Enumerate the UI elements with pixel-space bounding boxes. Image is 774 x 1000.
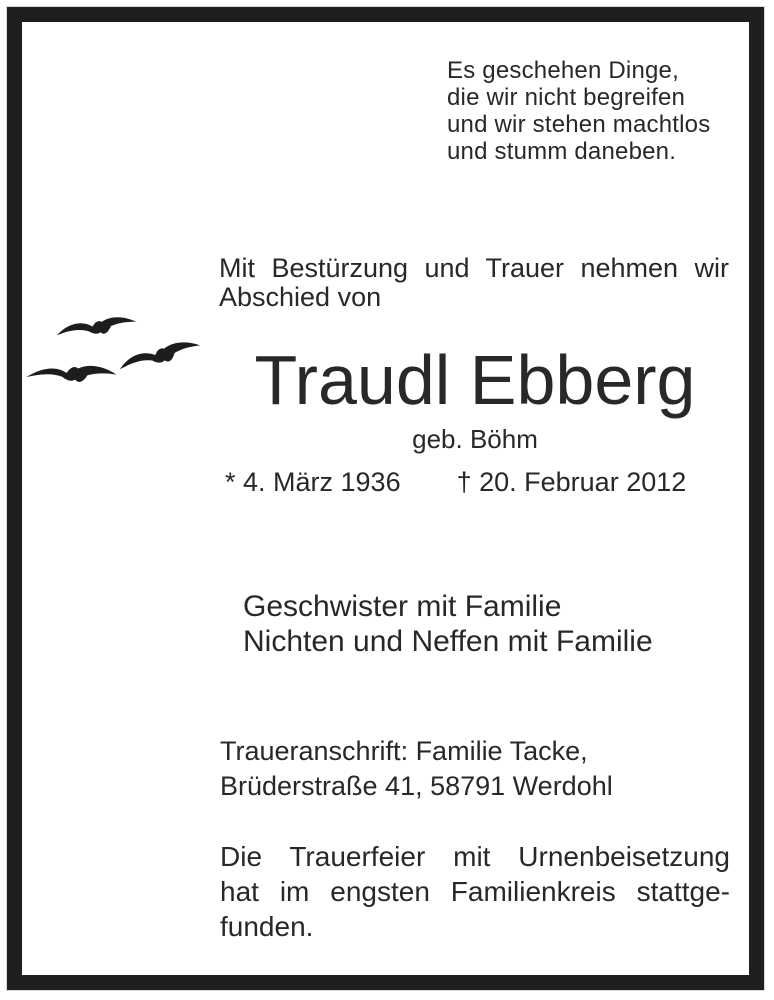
closing-line: hat im engsten Familienkreis stattge- (220, 876, 730, 907)
mourners-list (243, 589, 653, 659)
intro-line: Mit Bestürzung und Trauer nehmen wir (219, 253, 729, 283)
quote-line: und stumm daneben. (447, 138, 677, 165)
quote-line: und wir stehen machtlos (447, 111, 711, 138)
deceased-name: Traudl Ebberg (254, 341, 696, 419)
life-dates (225, 467, 686, 497)
condolence-address (220, 734, 613, 804)
intro-line: Abschied von (219, 282, 382, 312)
opening-quote (447, 57, 710, 165)
closing-text (220, 839, 730, 944)
address-line: Traueranschrift: Familie Tacke, (220, 736, 588, 766)
intro-text (219, 254, 729, 312)
address-line: Brüderstraße 41, 58791 Werdohl (220, 771, 613, 801)
bird-icon (22, 351, 120, 391)
closing-line: funden. (220, 911, 314, 942)
mourners-line: Nichten und Neffen mit Familie (243, 625, 653, 658)
quote-line: die wir nicht begreifen (447, 84, 686, 111)
death-date: † 20. Februar 2012 (456, 467, 687, 497)
mourners-line: Geschwister mit Familie (243, 590, 562, 623)
maiden-name: geb. Böhm (412, 424, 538, 454)
quote-line: Es geschehen Dinge, (447, 57, 679, 84)
closing-line: Die Trauerfeier mit Urnenbeisetzung (220, 841, 730, 872)
birth-date: * 4. März 1936 (225, 467, 401, 497)
